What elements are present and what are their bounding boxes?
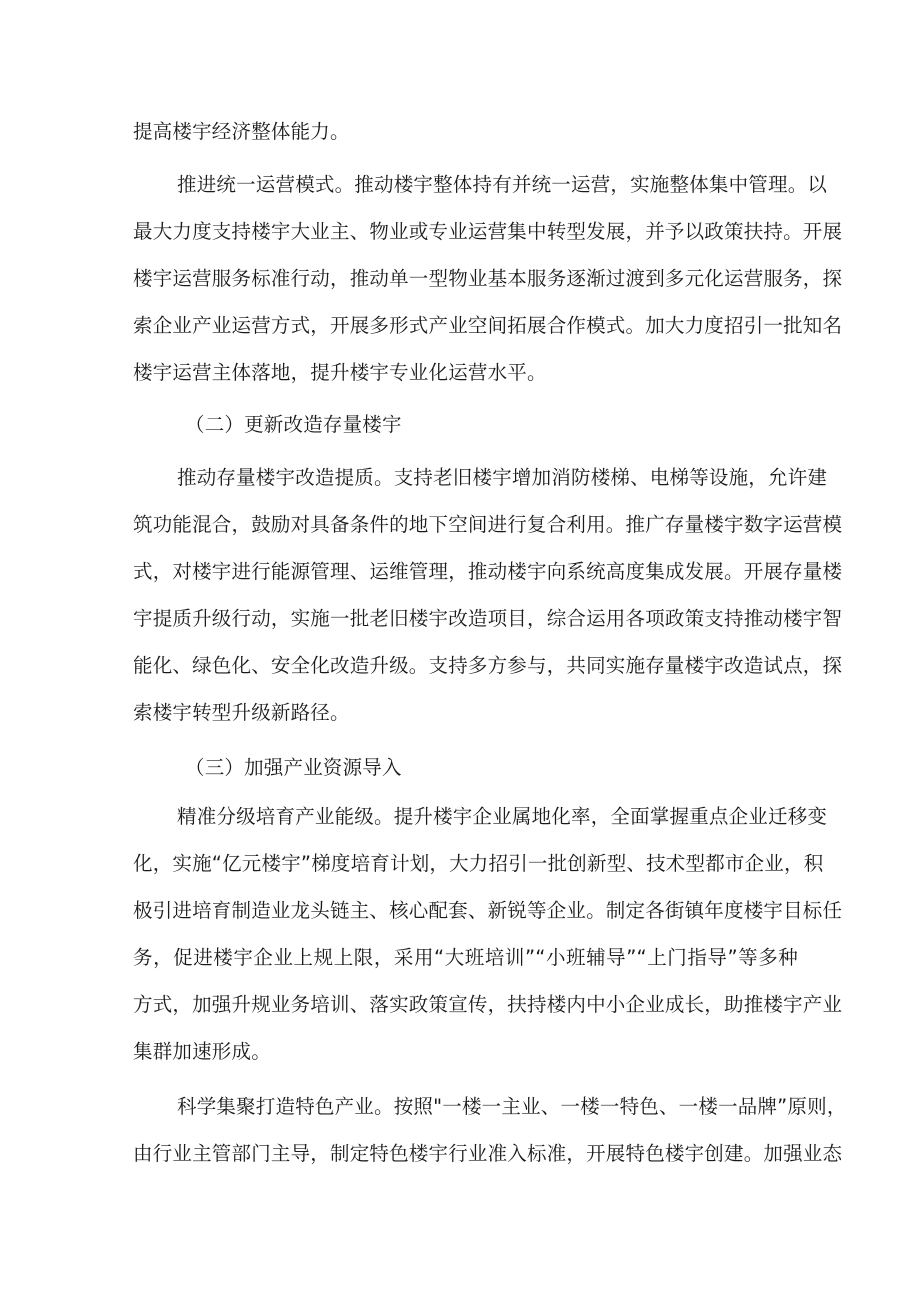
paragraph-line: 化，实施“亿元楼宇”梯度培育计划，大力招引一批创新型、技术型都市企业，积 (133, 852, 824, 875)
paragraph-line: 筑功能混合，鼓励对具备条件的地下空间进行复合利用。推广存量楼宇数字运营模 (133, 513, 843, 536)
paragraph-line: 索企业产业运营方式，开展多形式产业空间拓展合作模式。加大力度招引一批知名 (133, 314, 843, 337)
paragraph-line: 提高楼宇经济整体能力。 (133, 120, 350, 143)
paragraph-line: 科学集聚打造特色产业。按照"一楼一主业、一楼一特色、一楼一品牌”原则， (177, 1095, 847, 1118)
paragraph-line: 集群加速形成。 (133, 1040, 271, 1063)
paragraph-line: 务，促进楼宇企业上规上限，采用“大班培训”“小班辅导”“上门指导”等多种 (133, 946, 798, 969)
paragraph-line: 由行业主管部门主导，制定特色楼宇行业准入标准，开展特色楼宇创建。加强业态 (133, 1142, 843, 1165)
section-heading: （三）加强产业资源导入 (185, 756, 402, 779)
paragraph-line: 宇提质升级行动，实施一批老旧楼宇改造项目，综合运用各项政策支持推动楼宇智 (133, 607, 843, 630)
paragraph-line: 楼宇运营服务标准行动，推动单一型物业基本服务逐渐过渡到多元化运营服务，探 (133, 267, 843, 290)
paragraph-line: 最大力度支持楼宇大业主、物业或专业运营集中转型发展，并予以政策扶持。开展 (133, 220, 843, 243)
section-heading: （二）更新改造存量楼宇 (185, 413, 402, 436)
paragraph-line: 能化、绿色化、安全化改造升级。支持多方参与，共同实施存量楼宇改造试点，探 (133, 654, 843, 677)
paragraph-line: 精准分级培育产业能级。提升楼宇企业属地化率，全面掌握重点企业迁移变 (177, 805, 828, 828)
paragraph-line: 式，对楼宇进行能源管理、运维管理，推动楼宇向系统高度集成发展。开展存量楼 (133, 560, 843, 583)
paragraph-line: 方式，加强升规业务培训、落实政策宣传，扶持楼内中小企业成长，助推楼宇产业 (133, 993, 843, 1016)
paragraph-line: 极引进培育制造业龙头链主、核心配套、新锐等企业。制定各街镇年度楼宇目标任 (133, 899, 843, 922)
paragraph-line: 索楼宇转型升级新路径。 (133, 701, 350, 724)
paragraph-line: 推动存量楼宇改造提质。支持老旧楼宇增加消防楼梯、电梯等设施，允许建 (177, 466, 828, 489)
paragraph-line: 推进统一运营模式。推动楼宇整体持有并统一运营，实施整体集中管理。以 (177, 173, 828, 196)
paragraph-line: 楼宇运营主体落地，提升楼宇专业化运营水平。 (133, 361, 547, 384)
